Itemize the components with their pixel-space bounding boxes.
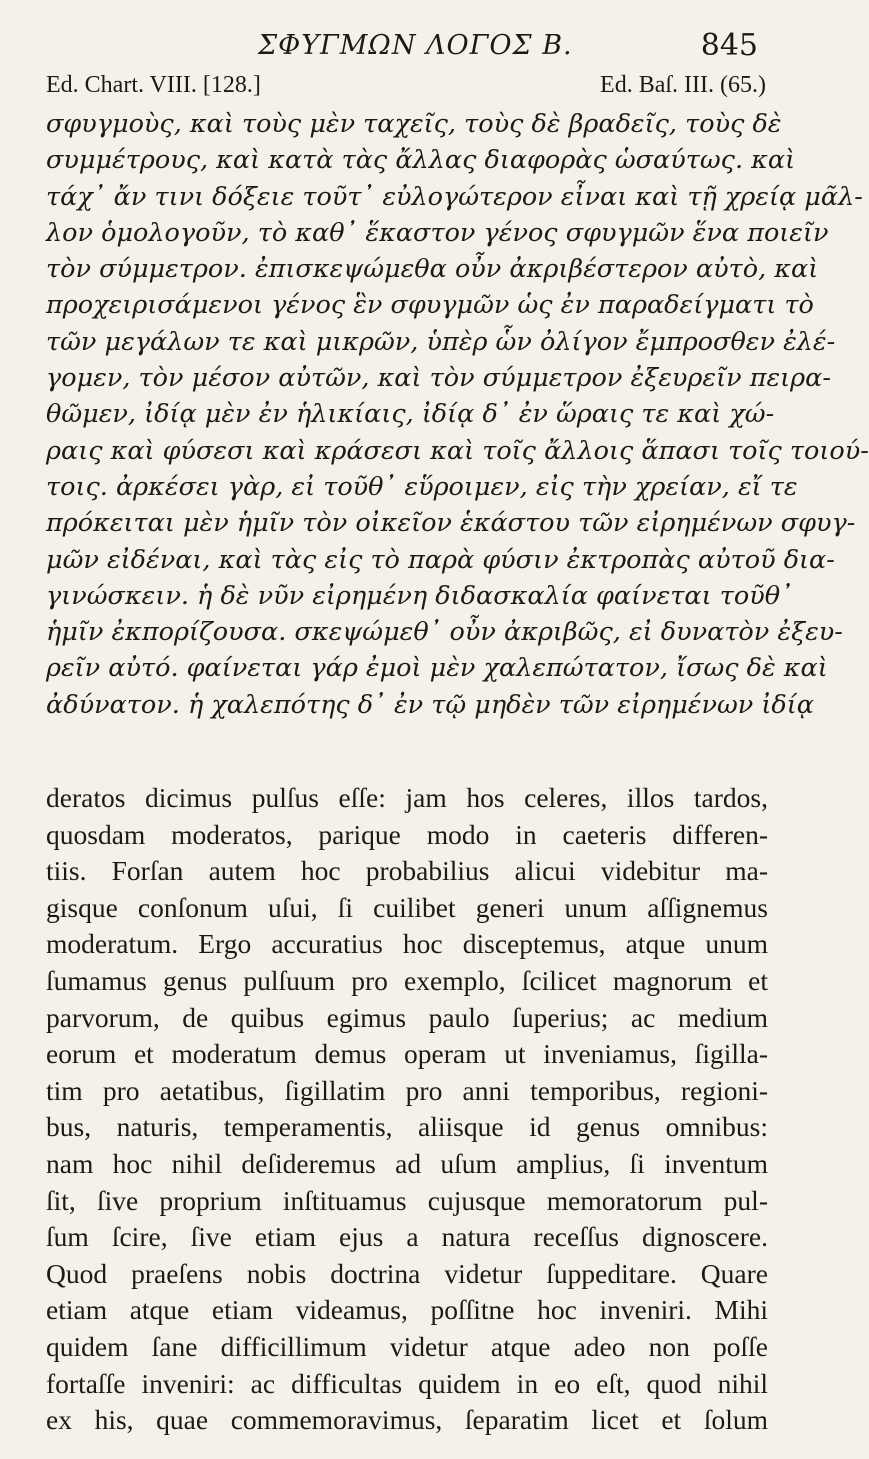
greek-text-line: συμμέτρους, καὶ κατὰ τὰς ἄλλας διαφορὰς ὡσαύτως. καὶ — [46, 145, 796, 176]
latin-text-block — [46, 780, 768, 1439]
greek-text-line: ρεῖν αὐτό. φαίνεται γάρ ἐμοὶ μὲν χαλεπώτατον, ἴσως δὲ καὶ — [46, 653, 828, 684]
edition-basel: Ed. Baſ. III. (65.) — [600, 72, 766, 98]
greek-text-line: πρόκειται μὲν ἡμῖν τὸν οἰκεῖον ἑκάστου τῶν εἰρημένων σφυγ- — [46, 508, 856, 539]
greek-text-line: τοις. ἀρκέσει γὰρ, εἰ τοῦθ᾽ εὕροιμεν, εἰς τὴν χρείαν, εἴ τε — [46, 471, 798, 502]
latin-text-line: tim pro aetatibus, ſigillatim pro anni temporibus, regioni- — [46, 1074, 768, 1106]
greek-text-line: τάχ᾽ ἄν τινι δόξειε τοῦτ᾽ εὐλογώτερον εἶναι καὶ τῇ χρείᾳ μᾶλ- — [46, 181, 863, 212]
latin-text-line: quidem ſane difficillimum videtur atque adeo non poſſe — [46, 1330, 768, 1362]
latin-text-line: moderatum. Ergo accuratius hoc disceptemus, atque unum — [46, 928, 768, 960]
latin-text-line: eorum et moderatum demus operam ut inveniamus, ſigilla- — [46, 1038, 768, 1070]
greek-text-line: σφυγμοὺς, καὶ τοὺς μὲν ταχεῖς, τοὺς δὲ βραδεῖς, τοὺς δὲ — [46, 109, 782, 139]
edition-line — [46, 72, 766, 106]
latin-text-line: parvorum, de quibus egimus paulo ſuperius; ac medium — [46, 1001, 768, 1033]
latin-text-line: ſumamus genus pulſuum pro exemplo, ſcilicet magnorum et — [46, 964, 768, 996]
page-number: 845 — [700, 28, 758, 63]
latin-text-line: ſum ſcire, ſive etiam ejus a natura receſſus dignoscere. — [46, 1221, 768, 1253]
latin-text-line: etiam atque etiam videamus, poſſitne hoc inveniri. Mihi — [46, 1294, 768, 1326]
greek-text-line: τὸν σύμμετρον. ἐπισκεψώμεθα οὖν ἀκριβέστερον αὐτὸ, καὶ — [46, 254, 819, 285]
latin-text-line: bus, naturis, temperamentis, aliisque id genus omnibus: — [46, 1111, 768, 1143]
edition-chartier: Ed. Chart. VIII. [128.] — [46, 72, 261, 98]
greek-text-line: λον ὁμολογοῦν, τὸ καθ᾽ ἕκαστον γένος σφυγμῶν ἕνα ποιεῖν — [46, 217, 829, 248]
latin-text-line: ſit, ſive proprium inſtituamus cujusque memoratorum pul- — [46, 1184, 768, 1216]
greek-text-line: ραις καὶ φύσεσι καὶ κράσεσι καὶ τοῖς ἄλλοις ἅπασι τοῖς τοιού- — [46, 435, 869, 466]
greek-text-line: ἀδύνατον. ἡ χαλεπότης δ᾽ ἐν τῷ μηδὲν τῶν εἰρημένων ἰδίᾳ — [46, 689, 814, 720]
latin-text-line: ex his, quae commemoravimus, ſeparatim licet et ſolum — [46, 1404, 768, 1436]
greek-text-line: προχειρισάμενοι γένος ἓν σφυγμῶν ὡς ἐν παραδείγματι τὸ — [46, 290, 814, 321]
latin-text-line: deratos dicimus pulſus eſſe: jam hos celeres, illos tardos, — [46, 782, 768, 813]
latin-text-line: quosdam moderatos, parique modo in caeteris differen- — [46, 818, 768, 850]
greek-text-line: τῶν μεγάλων τε καὶ μικρῶν, ὑπὲρ ὧν ὀλίγον ἔμπροσθεν ἐλέ- — [46, 326, 836, 357]
latin-text-line: gisque conſonum uſui, ſi cuilibet generi unum aſſignemus — [46, 891, 768, 923]
greek-text-line: θῶμεν, ἰδίᾳ μὲν ἐν ἡλικίαις, ἰδίᾳ δ᾽ ἐν ὥραις τε καὶ χώ- — [46, 399, 775, 430]
greek-text-line: γινώσκειν. ἡ δὲ νῦν εἰρημένη διδασκαλία φαίνεται τοῦθ᾽ — [46, 580, 793, 611]
greek-text-line: μῶν εἰδέναι, καὶ τὰς εἰς τὸ παρὰ φύσιν ἐκτροπὰς αὐτοῦ δια- — [46, 544, 835, 575]
latin-text-line: nam hoc nihil deſideremus ad uſum amplius, ſi inventum — [46, 1147, 768, 1179]
greek-text-line: γομεν, τὸν μέσον αὐτῶν, καὶ τὸν σύμμετρον ἐξευρεῖν πειρα- — [46, 363, 831, 394]
running-head — [0, 28, 800, 64]
latin-text-line: fortaſſe inveniri: ac difficultas quidem in eo eſt, quod nihil — [46, 1367, 768, 1399]
greek-text-line: ἡμῖν ἐκπορίζουσα. σκεψώμεθ᾽ οὖν ἀκριβῶς, εἰ δυνατὸν ἐξευ- — [46, 617, 843, 648]
greek-text-block — [46, 106, 869, 723]
running-title: ΣΦΥΓΜΩΝ ΛΟΓΟΣ Β. — [258, 30, 573, 61]
latin-text-line: Quod praeſens nobis doctrina videtur ſuppeditare. Quare — [46, 1257, 768, 1289]
latin-text-line: tiis. Forſan autem hoc probabilius alicui videbitur ma- — [46, 855, 768, 887]
